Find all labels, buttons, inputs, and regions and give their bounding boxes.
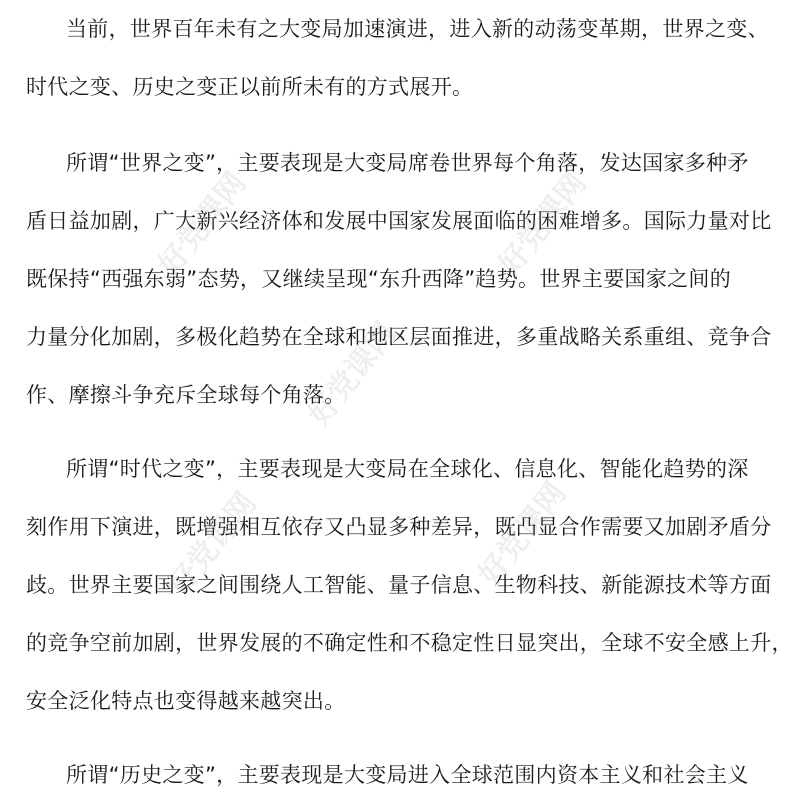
- watermark: 好党课网: [152, 166, 254, 283]
- paragraph-line: 歧。世界主要国家之间围绕人工智能、量子信息、生物科技、新能源技术等方面: [26, 573, 772, 597]
- watermark: 好党课网: [302, 316, 404, 433]
- watermark: 好党课网: [162, 486, 264, 603]
- paragraph-line: 的竞争空前加剧，世界发展的不确定性和不稳定性日显突出，全球不安全感上升，: [26, 631, 793, 655]
- paragraph-line: 安全泛化特点也变得越来越突出。: [26, 689, 346, 713]
- paragraph-line: 力量分化加剧，多极化趋势在全球和地区层面推进，多重战略关系重组、竞争合: [26, 325, 772, 349]
- watermark: 好党课网: [492, 166, 594, 283]
- watermark: 好党课网: [472, 476, 574, 593]
- paragraph-line: 所谓“时代之变”，主要表现是大变局在全球化、信息化、智能化趋势的深: [66, 457, 749, 481]
- paragraph-line: 所谓“世界之变”，主要表现是大变局席卷世界每个角落，发达国家多种矛: [66, 151, 749, 175]
- paragraph-line: 当前，世界百年未有之大变局加速演进，进入新的动荡变革期，世界之变、: [66, 17, 769, 41]
- paragraph-line: 作、摩擦斗争充斥全球每个角落。: [26, 383, 346, 407]
- paragraph-line: 刻作用下演进，既增强相互依存又凸显多种差异，既凸显合作需要又加剧矛盾分: [26, 515, 772, 539]
- paragraph-line: 盾日益加剧，广大新兴经济体和发展中国家发展面临的困难增多。国际力量对比: [26, 209, 772, 233]
- paragraph-line: 所谓“历史之变”，主要表现是大变局进入全球范围内资本主义和社会主义: [66, 763, 749, 787]
- paragraph-line: 时代之变、历史之变正以前所未有的方式展开。: [26, 75, 474, 99]
- paragraph-line: 既保持“西强东弱”态势，又继续呈现“东升西降”趋势。世界主要国家之间的: [26, 267, 732, 291]
